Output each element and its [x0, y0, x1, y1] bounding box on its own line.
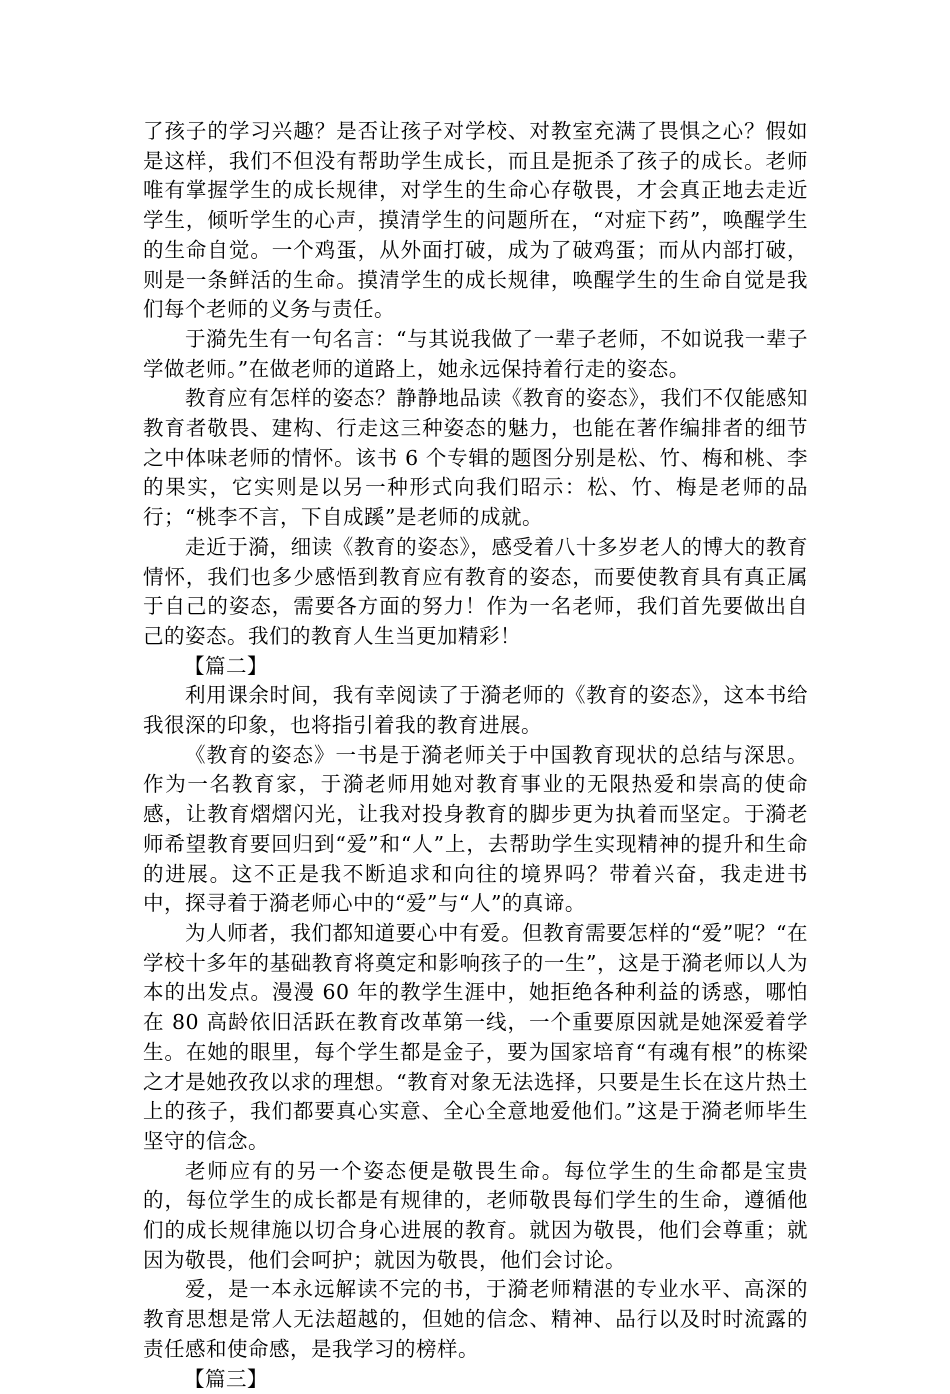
document-body	[143, 117, 808, 1394]
paragraph: 爱，是一本永远解读不完的书，于漪老师精湛的专业水平、高深的教育思想是常人无法超越的，但她的信念、精神、品行以及时时流露的责任感和使命感，是我学习的榜样。	[143, 1277, 808, 1361]
paragraph: 为人师者，我们都知道要心中有爱。但教育需要怎样的“爱”呢？“在学校十多年的基础教育将奠定和影响孩子的一生”，这是于漪老师以人为本的出发点。漫漫 60 年的教学生涯中，她拒绝各种利益的诱惑，哪怕在 80 高龄依旧活跃在教育改革第一线，一个重要原因就是她深爱着学生。在她的眼里，每个学生都是金子，要为国家培育“有魂有根”的栋梁之才是她孜孜以求的理想。“教育对象无法选择，只要是生长在这片热土上的孩子，我们都要真心实意、全心全意地爱他们。”这是于漪老师毕生坚守的信念。	[143, 920, 808, 1153]
paragraph: 利用课余时间，我有幸阅读了于漪老师的《教育的姿态》，这本书给我很深的印象，也将指引着我的教育进展。	[143, 683, 808, 738]
paragraph: 教育应有怎样的姿态？静静地品读《教育的姿态》，我们不仅能感知教育者敬畏、建构、行走这三种姿态的魅力，也能在著作编排者的细节之中体味老师的情怀。该书 6 个专辑的题图分别是松、竹、梅和桃、李的果实，它实则是以另一种形式向我们昭示：松、竹、梅是老师的品行；“桃李不言，下自成蹊”是老师的成就。	[143, 386, 808, 530]
section-heading-part-two: 【篇二】	[184, 653, 268, 678]
section-heading-part-three: 【篇三】	[184, 1366, 268, 1391]
paragraph: 于漪先生有一句名言：“与其说我做了一辈子老师，不如说我一辈子学做老师。”在做老师的道路上，她永远保持着行走的姿态。	[143, 326, 808, 381]
paragraph: 《教育的姿态》一书是于漪老师关于中国教育现状的总结与深思。作为一名教育家，于漪老师用她对教育事业的无限热爱和崇高的使命感，让教育熠熠闪光，让我对投身教育的脚步更为执着而坚定。于漪老师希望教育要回归到“爱”和“人”上，去帮助学生实现精神的提升和生命的进展。这不正是我不断追求和向往的境界吗？带着兴奋，我走进书中，探寻着于漪老师心中的“爱”与“人”的真谛。	[143, 742, 808, 916]
paragraph: 走近于漪，细读《教育的姿态》，感受着八十多岁老人的博大的教育情怀，我们也多少感悟到教育应有教育的姿态，而要使教育具有真正属于自己的姿态，需要各方面的努力！作为一名老师，我们首先要做出自己的姿态。我们的教育人生当更加精彩！	[143, 534, 808, 648]
paragraph: 老师应有的另一个姿态便是敬畏生命。每位学生的生命都是宝贵的，每位学生的成长都是有规律的，老师敬畏每们学生的生命，遵循他们的成长规律施以切合身心进展的教育。就因为敬畏，他们会尊重；就因为敬畏，他们会呵护；就因为敬畏，他们会讨论。	[143, 1158, 808, 1272]
paragraph-continuation: 了孩子的学习兴趣？是否让孩子对学校、对教室充满了畏惧之心？假如是这样，我们不但没有帮助学生成长，而且是扼杀了孩子的成长。老师唯有掌握学生的成长规律，对学生的生命心存敬畏，才会真正地去走近学生，倾听学生的心声，摸清学生的问题所在，“对症下药”，唤醒学生的生命自觉。一个鸡蛋，从外面打破，成为了破鸡蛋；而从内部打破，则是一条鲜活的生命。摸清学生的成长规律，唤醒学生的生命自觉是我们每个老师的义务与责任。	[143, 119, 808, 322]
